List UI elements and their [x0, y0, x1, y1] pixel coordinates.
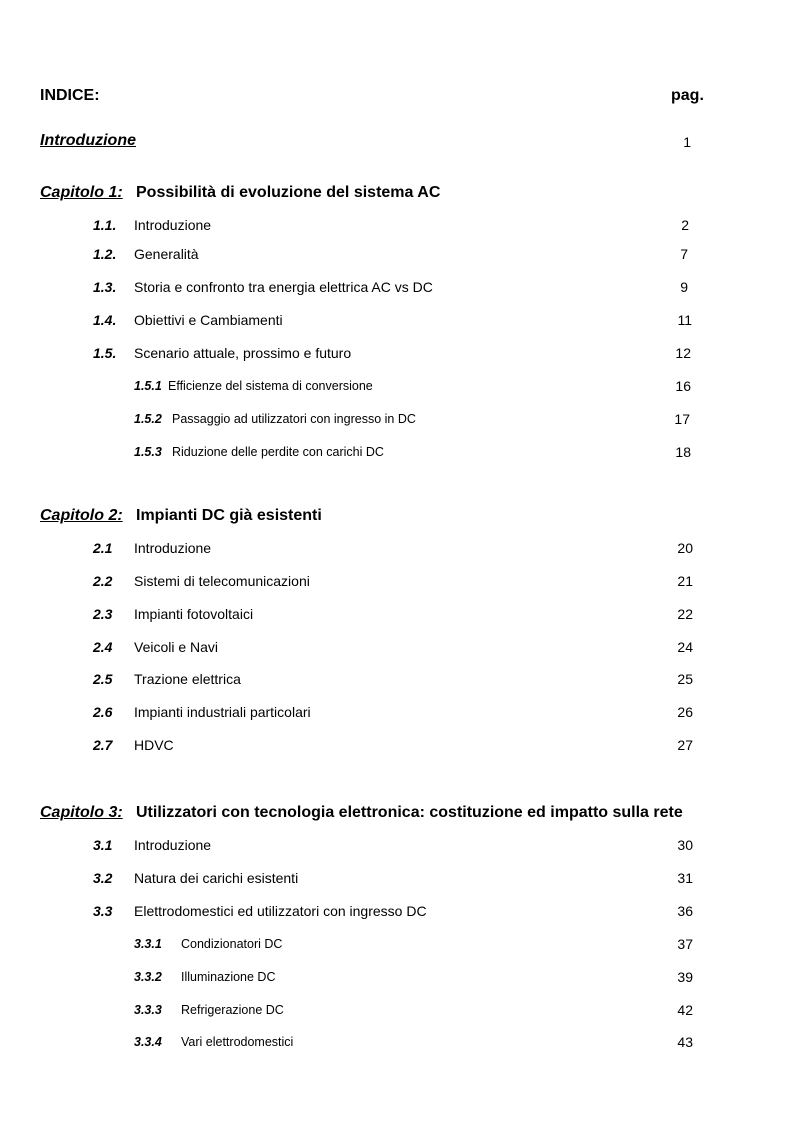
- index-heading: INDICE:: [40, 87, 100, 104]
- toc-subentry[interactable]: Passaggio ad utilizzatori con ingresso in DC: [172, 412, 416, 426]
- toc-page: 17: [674, 411, 690, 427]
- toc-subentry[interactable]: Vari elettrodomestici: [181, 1035, 294, 1049]
- toc-page: 7: [680, 246, 688, 262]
- toc-entry[interactable]: Sistemi di telecomunicazioni: [134, 573, 310, 589]
- toc-number: 2.5: [93, 671, 113, 687]
- toc-subnumber: 1.5.1: [134, 379, 162, 393]
- toc-page: 18: [675, 444, 691, 460]
- toc-subentry[interactable]: Refrigerazione DC: [181, 1003, 284, 1017]
- toc-entry[interactable]: Introduzione: [134, 540, 212, 556]
- toc-page: 9: [680, 279, 688, 295]
- toc-subnumber: 3.3.2: [134, 970, 162, 984]
- toc-subentry[interactable]: Illuminazione DC: [181, 970, 276, 984]
- toc-number: 1.4.: [93, 312, 117, 328]
- toc-number: 3.2: [93, 870, 113, 886]
- toc-number: 2.4: [93, 639, 113, 655]
- introduzione-page: 1: [683, 134, 691, 150]
- toc-page: 16: [675, 378, 691, 394]
- toc-entry[interactable]: Scenario attuale, prossimo e futuro: [134, 345, 352, 361]
- toc-page: 31: [677, 870, 693, 886]
- toc-subnumber: 1.5.2: [134, 412, 162, 426]
- toc-page: 20: [677, 540, 693, 556]
- toc-page: 30: [677, 837, 693, 853]
- toc-number: 1.3.: [93, 279, 117, 295]
- toc-number: 2.3: [93, 606, 113, 622]
- toc-entry[interactable]: Obiettivi e Cambiamenti: [134, 312, 283, 328]
- toc-entry[interactable]: Impianti industriali particolari: [134, 704, 311, 720]
- toc-page: 24: [677, 639, 693, 655]
- toc-entry[interactable]: Generalità: [134, 246, 199, 262]
- toc-page: 37: [677, 936, 693, 952]
- toc-subnumber: 1.5.3: [134, 445, 162, 459]
- toc-page: 43: [677, 1034, 693, 1050]
- toc-entry[interactable]: HDVC: [134, 737, 174, 753]
- toc-number: 1.1.: [93, 217, 117, 233]
- chapter-2-title: Impianti DC già esistenti: [136, 507, 322, 524]
- toc-number: 1.2.: [93, 246, 117, 262]
- toc-number: 1.5.: [93, 345, 117, 361]
- chapter-3-title: Utilizzatori con tecnologia elettronica: costituzione ed impatto sulla rete: [136, 804, 683, 821]
- toc-subentry[interactable]: Condizionatori DC: [181, 937, 283, 951]
- toc-subentry[interactable]: Efficienze del sistema di conversione: [168, 379, 373, 393]
- toc-page: 25: [677, 671, 693, 687]
- toc-entry[interactable]: Trazione elettrica: [134, 671, 241, 687]
- toc-number: 2.2: [93, 573, 113, 589]
- toc-subnumber: 3.3.3: [134, 1003, 162, 1017]
- toc-entry[interactable]: Impianti fotovoltaici: [134, 606, 254, 622]
- toc-number: 3.1: [93, 837, 113, 853]
- toc-subentry[interactable]: Riduzione delle perdite con carichi DC: [172, 445, 384, 459]
- toc-page: 22: [677, 606, 693, 622]
- toc-entry[interactable]: Elettrodomestici ed utilizzatori con ingresso DC: [134, 903, 427, 919]
- toc-number: 2.1: [93, 540, 113, 556]
- chapter-2-label[interactable]: Capitolo 2:: [40, 507, 123, 524]
- chapter-3-label[interactable]: Capitolo 3:: [40, 804, 123, 821]
- toc-page: 21: [677, 573, 693, 589]
- chapter-1-label[interactable]: Capitolo 1:: [40, 184, 123, 201]
- toc-page: 27: [677, 737, 693, 753]
- toc-page: 11: [677, 312, 692, 328]
- toc-number: 2.6: [93, 704, 113, 720]
- toc-subnumber: 3.3.1: [134, 937, 162, 951]
- chapter-1-title: Possibilità di evoluzione del sistema AC: [136, 184, 441, 201]
- toc-entry[interactable]: Introduzione: [134, 837, 212, 853]
- introduzione-link[interactable]: Introduzione: [40, 132, 136, 149]
- toc-page: 2: [681, 217, 689, 233]
- toc-page: 26: [677, 704, 693, 720]
- toc-entry[interactable]: Storia e confronto tra energia elettrica AC vs DC: [134, 279, 433, 295]
- toc-number: 3.3: [93, 903, 113, 919]
- toc-page: 12: [675, 345, 691, 361]
- toc-entry[interactable]: Introduzione: [134, 217, 212, 233]
- toc-page: 39: [677, 969, 693, 985]
- toc-page: 42: [677, 1002, 693, 1018]
- page-column-heading: pag.: [671, 87, 704, 104]
- toc-entry[interactable]: Natura dei carichi esistenti: [134, 870, 299, 886]
- toc-subnumber: 3.3.4: [134, 1035, 162, 1049]
- toc-number: 2.7: [93, 737, 113, 753]
- toc-entry[interactable]: Veicoli e Navi: [134, 639, 219, 655]
- toc-page: 36: [677, 903, 693, 919]
